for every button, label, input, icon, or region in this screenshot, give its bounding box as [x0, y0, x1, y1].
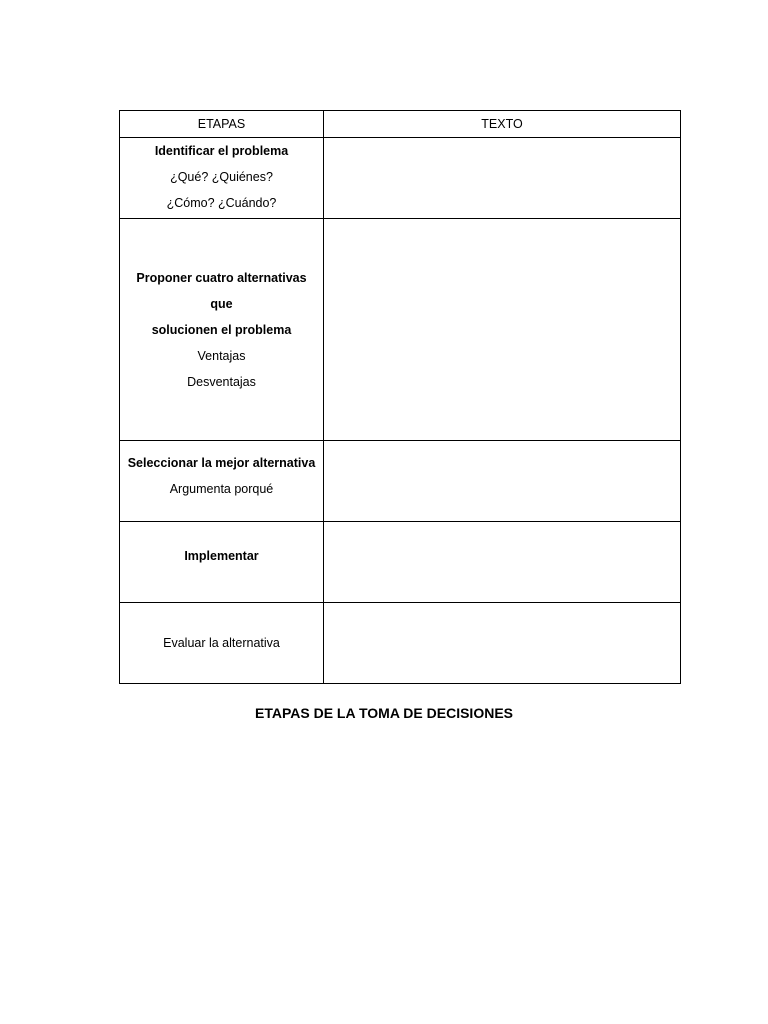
texto-cell[interactable] [324, 219, 681, 441]
stage-title: Seleccionar la mejor alternativa [127, 456, 316, 470]
stage-detail: ¿Qué? ¿Quiénes? [170, 170, 273, 184]
table-row [120, 219, 681, 441]
stage-title: Implementar [184, 549, 259, 563]
header-etapas: ETAPAS [120, 111, 324, 138]
stage-title: Evaluar la alternativa [163, 636, 280, 650]
texto-cell[interactable] [324, 138, 681, 219]
stage-cell [120, 441, 324, 522]
header-texto: TEXTO [324, 111, 681, 138]
document-caption: ETAPAS DE LA TOMA DE DECISIONES [255, 705, 513, 721]
table-row [120, 522, 681, 603]
stage-detail: Argumenta porqué [169, 482, 274, 496]
stage-title: Proponer cuatro alternativas que [136, 270, 307, 311]
stage-detail: ¿Cómo? ¿Cuándo? [166, 196, 277, 210]
stage-title: solucionen el problema [151, 322, 292, 337]
table-row [120, 603, 681, 684]
stage-title: Identificar el problema [154, 144, 289, 158]
table-header-row [120, 111, 681, 138]
stage-detail: Desventajas [187, 374, 256, 389]
texto-cell[interactable] [324, 603, 681, 684]
stages-table [119, 110, 681, 684]
table-row [120, 138, 681, 219]
texto-cell[interactable] [324, 441, 681, 522]
stage-cell [120, 138, 324, 219]
stage-cell [120, 522, 324, 603]
stage-detail: Ventajas [197, 348, 246, 363]
texto-cell[interactable] [324, 522, 681, 603]
stage-cell [120, 219, 324, 441]
stage-cell [120, 603, 324, 684]
table-row [120, 441, 681, 522]
